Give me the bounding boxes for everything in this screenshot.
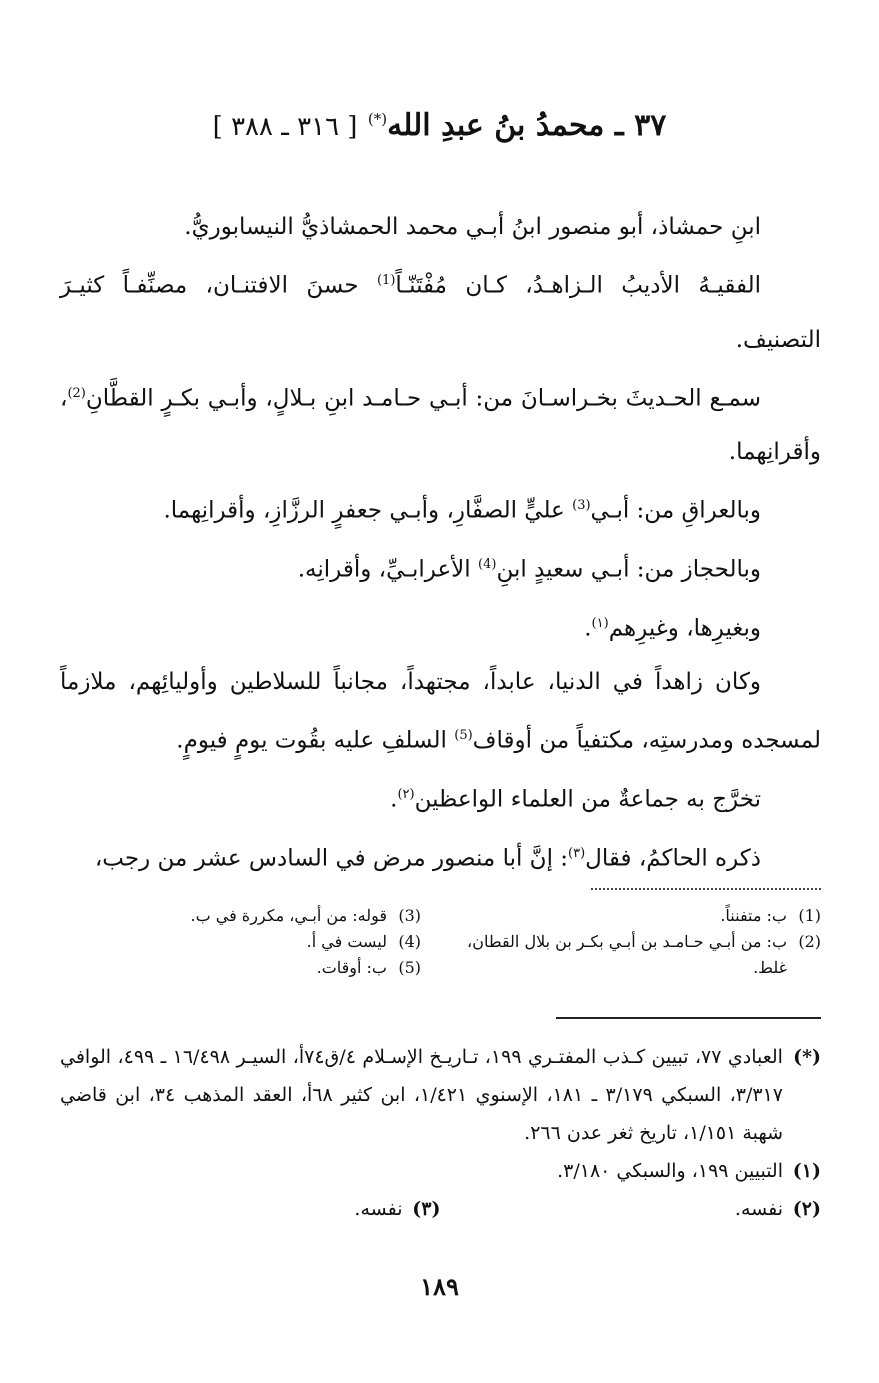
- footnote-text: العبادي ٧٧، تبيين كـذب المفتـري ١٩٩، تـاريـخ الإسـلام ٤/ق٧٤أ، السيـر ١٦/٤٩٨ ـ ٤٩٩، الوافي ٣/٣١٧، السبكي ٣/١٧٩ ـ ١٨١، الإسنوي ١/٤٢١، ابن كثير ٦٨أ، العقد المذهب ٣٤، ابن قاضي شهبة ١/١٥١، تاريخ ثغر عدن ٢٦٦.: [60, 1046, 783, 1144]
- dotted-separator: [591, 888, 821, 890]
- footnote-ref: (١): [591, 615, 609, 631]
- main-text: [60, 200, 821, 885]
- text-run: ذكره الحاكمُ، فقال: [585, 845, 761, 872]
- footnote-text: التبيين ١٩٩، والسبكي ٣/١٨٠.: [557, 1160, 783, 1182]
- text-run: سمـع الحـديثَ بخـراسـانَ من: أبـي حـامـد ابنِ بـلالٍ، وأبـي بكـرٍ القطَّانِ: [85, 385, 761, 412]
- text-run: الفقيـهُ الأديبُ الـزاهـدُ، كـان مُفْتَنّـاً: [395, 272, 761, 299]
- footnote-text: ب: من أبـي حـامـد بن أبـي بكـر بن بلال القطان، غلط.: [467, 932, 787, 977]
- source-footnote-1: [60, 1152, 821, 1190]
- text-run: السلفِ عليه بقُوت يومٍ فيومٍ.: [176, 727, 455, 754]
- paragraph-5: [60, 538, 821, 597]
- text-run: .: [390, 786, 398, 813]
- footnote-item: [51, 929, 421, 955]
- text-run: وبالحجاز من: أبـي سعيدٍ ابنِ: [496, 556, 761, 583]
- text-run: تخرَّج به جماعةٌ من العلماء الواعظين: [414, 786, 761, 813]
- footnote-number: (5): [398, 958, 421, 977]
- entry-name: محمدُ بنُ عبدِ الله: [387, 108, 605, 143]
- text-run: .: [584, 615, 592, 642]
- text-run: وبالعراقِ من: أبـي: [590, 497, 761, 524]
- footnote-text: نفسه.: [734, 1198, 783, 1220]
- footnote-item: [451, 903, 821, 929]
- paragraph-6: [60, 597, 821, 656]
- title-dash: ـ: [614, 108, 624, 143]
- footnote-number: (٢): [792, 1198, 821, 1220]
- source-footnote-2: [441, 1190, 822, 1228]
- footnote-text: نفسه.: [354, 1198, 403, 1220]
- text-run: وكان زاهداً في الدنيا، عابداً، مجتهداً، مجانباً للسلاطين وأوليائِهم، ملازماً لمسجده ومدرستِه، مكتفياً من أوقاف: [60, 669, 821, 754]
- entry-title: [0, 108, 879, 143]
- footnote-number: (٣): [412, 1198, 441, 1220]
- paragraph-2: [60, 254, 821, 367]
- source-footnote-pair: [60, 1190, 821, 1228]
- footnote-ref: (٣): [568, 845, 586, 861]
- source-footnotes: [60, 1038, 821, 1228]
- text-run: : إنَّ أبا منصور مرض في السادس عشر من رجب،: [94, 845, 569, 872]
- footnote-number: (3): [398, 906, 421, 925]
- footnote-column-left: [51, 903, 421, 981]
- footnote-item: [451, 929, 821, 981]
- footnote-item: [51, 903, 421, 929]
- footnote-ref: (4): [478, 556, 497, 572]
- text-run: الأعرابـيِّ، وأقرانِه.: [297, 556, 479, 583]
- footnote-number: (2): [798, 932, 821, 951]
- paragraph-7: [60, 655, 821, 768]
- footnote-text: ب: متفنناً.: [720, 906, 787, 925]
- source-footnote-star: [60, 1038, 821, 1152]
- footnote-item: [51, 955, 421, 981]
- paragraph-3: [60, 367, 821, 480]
- footnote-ref: (5): [454, 728, 473, 744]
- text-run: وبغيرِها، وغيرِهم: [608, 615, 761, 642]
- footnote-text: ليست في أ.: [306, 932, 387, 951]
- footnote-number: (*): [793, 1046, 821, 1068]
- paragraph-9: [60, 827, 821, 886]
- paragraph-1: [60, 200, 821, 254]
- page-number: ١٨٩: [420, 1272, 459, 1301]
- footnote-ref: (2): [67, 385, 86, 401]
- footnote-column-right: [451, 903, 821, 981]
- paragraph-8: [60, 768, 821, 827]
- entry-number: ٣٧: [634, 108, 667, 143]
- text-run: حسنَ الافتنـان، مصنِّفـاً كثيـرَ التصنيف.: [60, 272, 821, 353]
- entry-date-range: [ ٣١٦ ـ ٣٨٨ ]: [212, 112, 358, 142]
- footnote-text: ب: أوقات.: [316, 958, 387, 977]
- footnote-number: (1): [798, 906, 821, 925]
- source-footnote-3: [60, 1190, 441, 1228]
- text-run: ، وأقرانِهما.: [60, 385, 821, 466]
- text-run: عليٍّ الصفَّارِ، وأبـي جعفرٍ الرزَّازِ، وأقرانِهما.: [163, 497, 573, 524]
- text-run: ابنِ حمشاذ، أبو منصور ابنُ أبـي محمد الحمشاذيُّ النيسابوريُّ.: [184, 214, 761, 240]
- footnote-number: (١): [792, 1160, 821, 1182]
- title-footnote-mark: (*): [367, 110, 388, 128]
- footnote-text: قوله: من أبـي، مكررة في ب.: [190, 906, 387, 925]
- paragraph-4: [60, 479, 821, 538]
- footnote-ref: (3): [572, 498, 591, 514]
- footnote-rule: [556, 1017, 821, 1019]
- footnote-ref: (1): [376, 273, 396, 288]
- footnote-number: (4): [398, 932, 421, 951]
- footnote-ref: (٢): [397, 786, 415, 802]
